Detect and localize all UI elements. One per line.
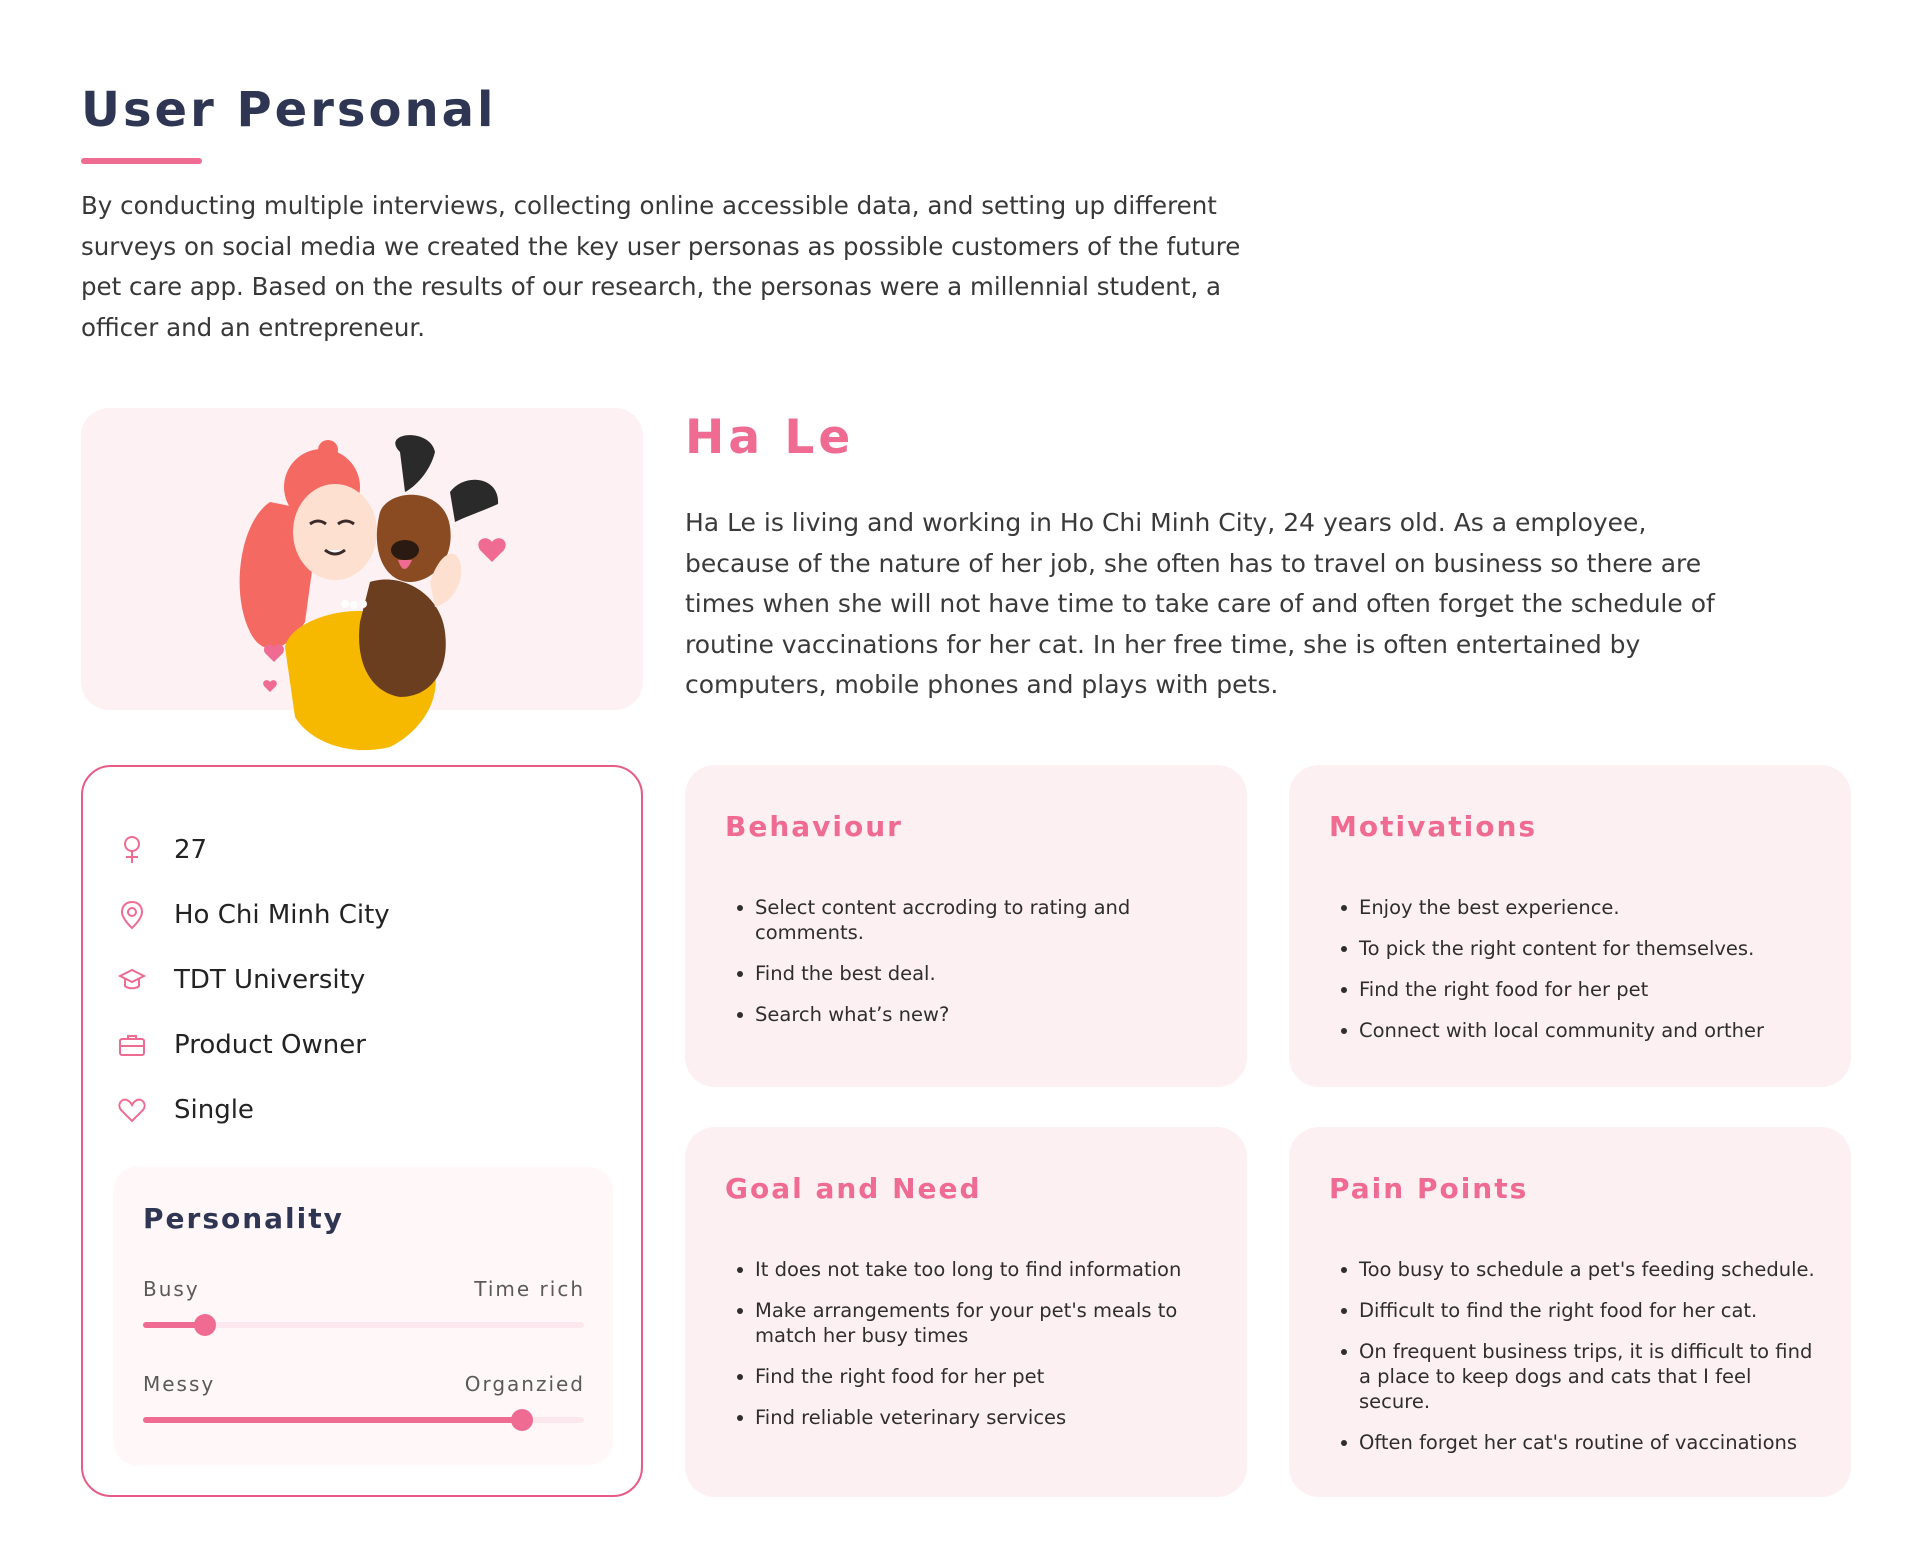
trait-messy-label: Messy [143,1372,216,1396]
list-item: Often forget her cat's routine of vaccinations [1329,1430,1819,1455]
slider-knob [194,1314,216,1336]
profile-job-row [117,1025,366,1065]
goal-need-title: Goal and Need [725,1172,982,1205]
messy-organized-slider [143,1417,584,1423]
profile-age: 27 [174,835,208,865]
list-item: Search what’s new? [725,1002,1215,1027]
page-title: User Personal [81,82,497,138]
list-item: It does not take too long to find information [725,1257,1215,1282]
list-item: Difficult to find the right food for her cat. [1329,1298,1819,1323]
profile-education-row [117,960,365,1000]
pain-points-list [1329,1257,1819,1471]
behaviour-list [725,895,1215,1043]
pain-points-card [1289,1127,1851,1497]
list-item: Find the right food for her pet [725,1364,1215,1389]
persona-bio: Ha Le is living and working in Ho Chi Minh City, 24 years old. As a employee, because of the nature of her job, she often has to travel on business so there are times when she will not have time to take care of and often forget the schedule of routine vaccinations for her cat. In her free time, she is often entertained by computers, mobile phones and plays with pets. [685,508,1715,699]
woman-with-dog-illustration [230,432,550,752]
profile-status-row [117,1090,254,1130]
location-pin-icon [117,900,147,930]
list-item: Too busy to schedule a pet's feeding schedule. [1329,1257,1819,1282]
motivations-list [1329,895,1819,1059]
trait-organized-label: Organzied [464,1372,585,1396]
graduation-cap-icon [117,965,147,995]
list-item: Make arrangements for your pet's meals to match her busy times [725,1298,1215,1348]
list-item: To pick the right content for themselves. [1329,936,1819,961]
profile-job: Product Owner [174,1030,366,1060]
list-item: Find the right food for her pet [1329,977,1819,1002]
goal-need-card [685,1127,1247,1497]
motivations-card [1289,765,1851,1087]
profile-location: Ho Chi Minh City [174,900,390,930]
heart-icon [117,1095,147,1125]
behaviour-title: Behaviour [725,810,903,843]
title-underline [81,158,202,164]
slider-knob [511,1409,533,1431]
persona-name: Ha Le [685,410,855,465]
slider-fill [143,1417,522,1423]
behaviour-card [685,765,1247,1087]
trait-time-rich-label: Time rich [474,1277,585,1301]
profile-location-row [117,895,390,935]
personality-panel [113,1167,613,1465]
motivations-title: Motivations [1329,810,1538,843]
busy-time-rich-slider [143,1322,584,1328]
list-item: Connect with local community and orther [1329,1018,1819,1043]
profile-education: TDT University [174,965,366,995]
female-icon [117,835,147,865]
list-item: Find the best deal. [725,961,1215,986]
profile-age-row [117,830,207,870]
list-item: Select content accroding to rating and comments. [725,895,1215,945]
profile-info-card [81,765,643,1497]
briefcase-icon [117,1030,147,1060]
intro-paragraph: By conducting multiple interviews, collecting online accessible data, and setting up different surveys on social media we created the key user personas as possible customers of the future pet care app. Based on the results of our research, the personas were a millennial student, a officer and an entrepreneur. [81,191,1241,342]
list-item: Enjoy the best experience. [1329,895,1819,920]
list-item: On frequent business trips, it is difficult to find a place to keep dogs and cats that I feel secure. [1329,1339,1819,1414]
trait-busy-label: Busy [143,1277,200,1301]
list-item: Find reliable veterinary services [725,1405,1215,1430]
goal-need-list [725,1257,1215,1446]
profile-relationship-status: Single [174,1095,254,1125]
pain-points-title: Pain Points [1329,1172,1529,1205]
personality-title: Personality [143,1202,344,1235]
